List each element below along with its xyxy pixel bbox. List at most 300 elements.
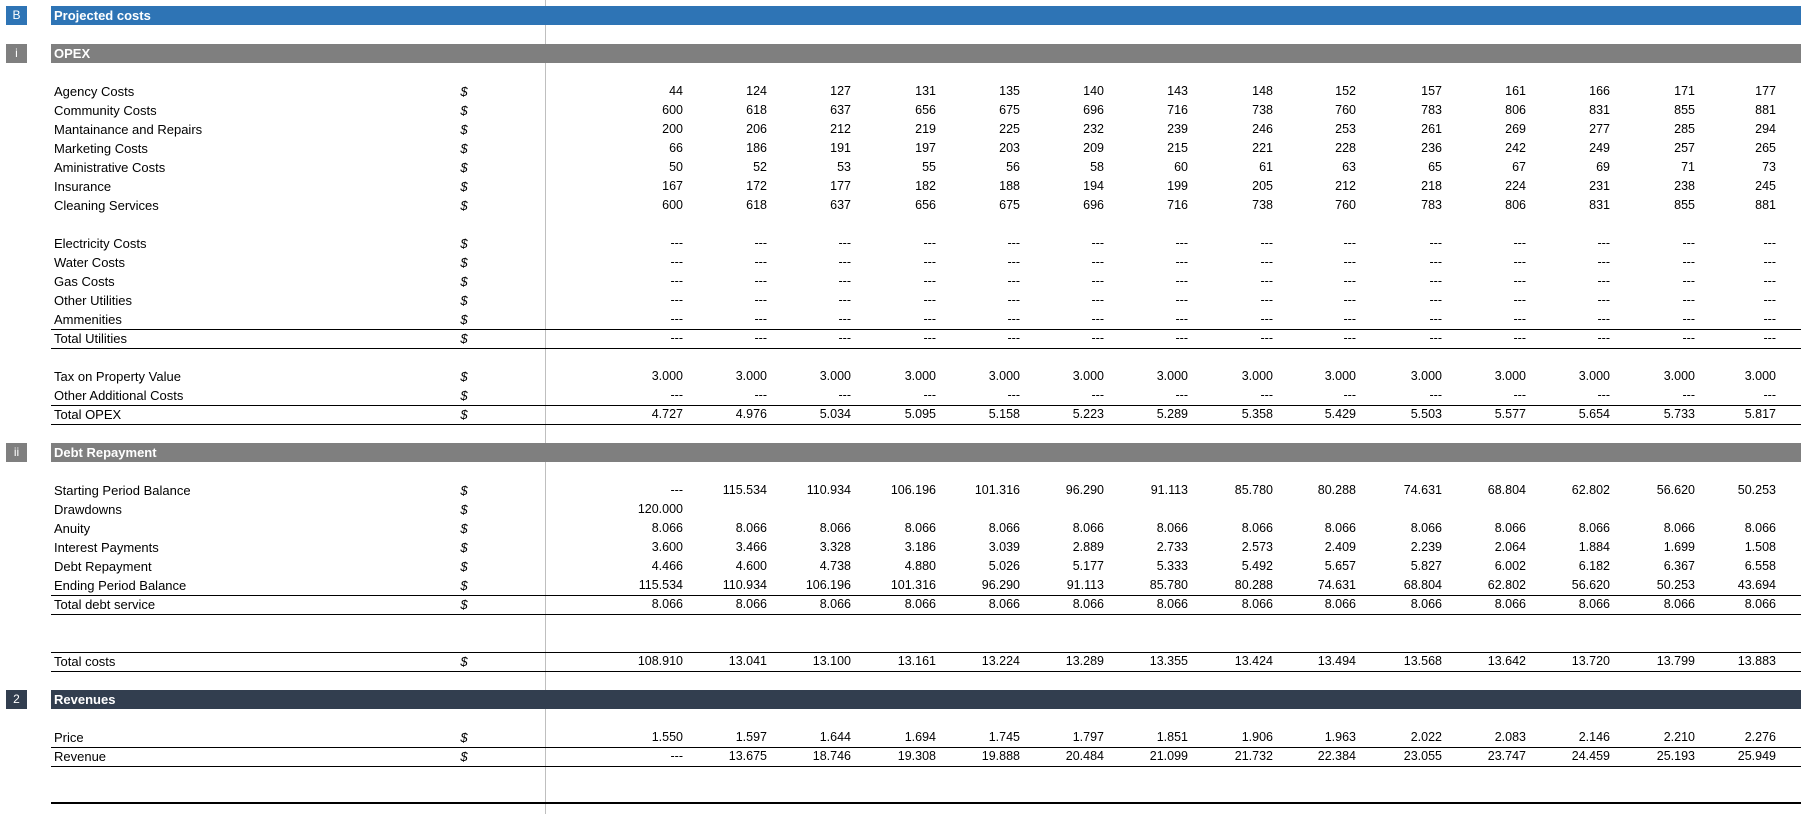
value-cell[interactable]: 191 [830,141,851,155]
value-cell[interactable]: 8.066 [988,521,1020,535]
value-cell[interactable]: 4.466 [651,559,683,573]
value-cell[interactable]: 5.503 [1410,407,1442,421]
value-cell[interactable]: 5.654 [1578,407,1610,421]
value-cell[interactable]: 8.066 [904,597,936,611]
value-cell[interactable]: 69 [1596,160,1610,174]
value-cell[interactable]: 224 [1505,179,1526,193]
value-cell[interactable]: --- [1260,388,1273,402]
value-cell[interactable]: 3.000 [1072,369,1104,383]
value-cell[interactable]: 21.732 [1234,749,1273,763]
value-cell[interactable]: 5.492 [1241,559,1273,573]
value-cell[interactable]: 8.066 [1578,521,1610,535]
value-cell[interactable]: 68.804 [1487,483,1526,497]
value-cell[interactable]: --- [1175,388,1188,402]
value-cell[interactable]: --- [1175,331,1188,345]
value-cell[interactable]: --- [1429,255,1442,269]
value-cell[interactable]: 8.066 [735,597,767,611]
value-cell[interactable]: 199 [1167,179,1188,193]
value-cell[interactable]: 5.158 [988,407,1020,421]
value-cell[interactable]: --- [838,312,851,326]
value-cell[interactable]: 60 [1174,160,1188,174]
value-cell[interactable]: 806 [1505,198,1526,212]
value-cell[interactable]: 6.002 [1494,559,1526,573]
value-cell[interactable]: 218 [1421,179,1442,193]
value-cell[interactable]: 8.066 [1744,597,1776,611]
value-cell[interactable]: 6.182 [1578,559,1610,573]
value-cell[interactable]: 197 [915,141,936,155]
value-cell[interactable]: 5.817 [1744,407,1776,421]
value-cell[interactable]: 96.290 [981,578,1020,592]
value-cell[interactable]: --- [1175,293,1188,307]
value-cell[interactable]: --- [1429,388,1442,402]
value-cell[interactable]: --- [1763,255,1776,269]
value-cell[interactable]: 167 [662,179,683,193]
value-cell[interactable]: 8.066 [819,597,851,611]
value-cell[interactable]: 1.550 [651,730,683,744]
value-cell[interactable]: --- [1007,388,1020,402]
value-cell[interactable]: 8.066 [1156,521,1188,535]
value-cell[interactable]: 13.494 [1317,654,1356,668]
value-cell[interactable]: 58 [1090,160,1104,174]
value-cell[interactable]: 3.000 [1324,369,1356,383]
value-cell[interactable]: 600 [662,198,683,212]
value-cell[interactable]: --- [1597,255,1610,269]
value-cell[interactable]: 3.186 [904,540,936,554]
value-cell[interactable]: 618 [746,198,767,212]
value-cell[interactable]: 8.066 [1663,597,1695,611]
value-cell[interactable]: 8.066 [1072,597,1104,611]
value-cell[interactable]: 13.424 [1234,654,1273,668]
value-cell[interactable]: 8.066 [1663,521,1695,535]
value-cell[interactable]: --- [1597,236,1610,250]
value-cell[interactable]: 18.746 [812,749,851,763]
value-cell[interactable]: 21.099 [1149,749,1188,763]
value-cell[interactable]: --- [754,331,767,345]
value-cell[interactable]: --- [670,255,683,269]
value-cell[interactable]: 171 [1674,84,1695,98]
value-cell[interactable]: 2.733 [1156,540,1188,554]
value-cell[interactable]: 50 [669,160,683,174]
value-cell[interactable]: 242 [1505,141,1526,155]
value-cell[interactable]: --- [1597,274,1610,288]
value-cell[interactable]: 206 [746,122,767,136]
value-cell[interactable]: --- [1682,274,1695,288]
value-cell[interactable]: 285 [1674,122,1695,136]
value-cell[interactable]: 716 [1167,198,1188,212]
value-cell[interactable]: --- [923,312,936,326]
value-cell[interactable]: 4.600 [735,559,767,573]
value-cell[interactable]: 91.113 [1150,483,1188,497]
value-cell[interactable]: 188 [999,179,1020,193]
value-cell[interactable]: 5.034 [819,407,851,421]
value-cell[interactable]: --- [1429,274,1442,288]
value-cell[interactable]: 696 [1083,103,1104,117]
value-cell[interactable]: --- [923,236,936,250]
value-cell[interactable]: --- [1763,236,1776,250]
value-cell[interactable]: 8.066 [1744,521,1776,535]
value-cell[interactable]: 19.308 [897,749,936,763]
value-cell[interactable]: 8.066 [651,521,683,535]
value-cell[interactable]: 1.597 [735,730,767,744]
value-cell[interactable]: 74.631 [1317,578,1356,592]
value-cell[interactable]: --- [1007,236,1020,250]
value-cell[interactable]: 637 [830,103,851,117]
value-cell[interactable]: 265 [1755,141,1776,155]
value-cell[interactable]: --- [1091,388,1104,402]
value-cell[interactable]: 13.799 [1656,654,1695,668]
value-cell[interactable]: 67 [1512,160,1526,174]
value-cell[interactable]: --- [754,293,767,307]
value-cell[interactable]: 177 [830,179,851,193]
value-cell[interactable]: --- [1763,331,1776,345]
value-cell[interactable]: 19.888 [981,749,1020,763]
value-cell[interactable]: 25.949 [1737,749,1776,763]
value-cell[interactable]: --- [1513,388,1526,402]
value-cell[interactable]: --- [838,331,851,345]
value-cell[interactable]: 2.409 [1324,540,1356,554]
value-cell[interactable]: 212 [1335,179,1356,193]
value-cell[interactable]: 172 [746,179,767,193]
value-cell[interactable]: 783 [1421,198,1442,212]
value-cell[interactable]: 1.699 [1663,540,1695,554]
value-cell[interactable]: --- [1429,293,1442,307]
value-cell[interactable]: 80.288 [1317,483,1356,497]
value-cell[interactable]: 215 [1167,141,1188,155]
value-cell[interactable]: --- [1763,388,1776,402]
value-cell[interactable]: --- [670,331,683,345]
value-cell[interactable]: 55 [922,160,936,174]
value-cell[interactable]: 13.720 [1571,654,1610,668]
value-cell[interactable]: 152 [1335,84,1356,98]
value-cell[interactable]: --- [1175,236,1188,250]
value-cell[interactable]: --- [1007,312,1020,326]
value-cell[interactable]: 5.429 [1324,407,1356,421]
value-cell[interactable]: 8.066 [651,597,683,611]
value-cell[interactable]: 85.780 [1149,578,1188,592]
value-cell[interactable]: --- [670,388,683,402]
value-cell[interactable]: 66 [669,141,683,155]
value-cell[interactable]: --- [923,255,936,269]
value-cell[interactable]: 855 [1674,198,1695,212]
value-cell[interactable]: 8.066 [904,521,936,535]
value-cell[interactable]: 855 [1674,103,1695,117]
value-cell[interactable]: 3.000 [1578,369,1610,383]
value-cell[interactable]: 8.066 [1578,597,1610,611]
value-cell[interactable]: 5.333 [1156,559,1188,573]
value-cell[interactable]: 8.066 [1324,521,1356,535]
value-cell[interactable]: --- [1513,255,1526,269]
value-cell[interactable]: --- [923,331,936,345]
value-cell[interactable]: 236 [1421,141,1442,155]
value-cell[interactable]: 8.066 [1410,521,1442,535]
value-cell[interactable]: 600 [662,103,683,117]
value-cell[interactable]: 63 [1342,160,1356,174]
value-cell[interactable]: --- [1260,331,1273,345]
value-cell[interactable]: 135 [999,84,1020,98]
value-cell[interactable]: 23.055 [1403,749,1442,763]
value-cell[interactable]: --- [670,236,683,250]
value-cell[interactable]: --- [1343,293,1356,307]
value-cell[interactable]: 24.459 [1571,749,1610,763]
value-cell[interactable]: 50.253 [1737,483,1776,497]
value-cell[interactable]: 3.600 [651,540,683,554]
value-cell[interactable]: 56.620 [1656,483,1695,497]
value-cell[interactable]: --- [1763,312,1776,326]
value-cell[interactable]: --- [1260,255,1273,269]
value-cell[interactable]: --- [1513,293,1526,307]
value-cell[interactable]: 238 [1674,179,1695,193]
value-cell[interactable]: 3.000 [1744,369,1776,383]
value-cell[interactable]: --- [1343,331,1356,345]
value-cell[interactable]: --- [1429,312,1442,326]
value-cell[interactable]: 6.558 [1744,559,1776,573]
value-cell[interactable]: 110.934 [806,483,851,497]
value-cell[interactable]: 212 [830,122,851,136]
value-cell[interactable]: --- [754,312,767,326]
value-cell[interactable]: 3.000 [1156,369,1188,383]
value-cell[interactable]: --- [1682,388,1695,402]
value-cell[interactable]: --- [1682,236,1695,250]
value-cell[interactable]: --- [670,483,683,497]
value-cell[interactable]: 3.000 [904,369,936,383]
value-cell[interactable]: 228 [1335,141,1356,155]
value-cell[interactable]: --- [1175,255,1188,269]
value-cell[interactable]: --- [1007,274,1020,288]
value-cell[interactable]: 783 [1421,103,1442,117]
value-cell[interactable]: 68.804 [1403,578,1442,592]
value-cell[interactable]: 8.066 [1410,597,1442,611]
value-cell[interactable]: --- [754,255,767,269]
value-cell[interactable]: 120.000 [637,502,683,516]
value-cell[interactable]: 13.883 [1737,654,1776,668]
value-cell[interactable]: --- [1682,293,1695,307]
value-cell[interactable]: --- [1597,312,1610,326]
value-cell[interactable]: --- [1513,331,1526,345]
value-cell[interactable]: 8.066 [1324,597,1356,611]
value-cell[interactable]: 3.000 [651,369,683,383]
value-cell[interactable]: 221 [1252,141,1273,155]
value-cell[interactable]: 106.196 [890,483,936,497]
value-cell[interactable]: 3.328 [819,540,851,554]
value-cell[interactable]: 261 [1421,122,1442,136]
value-cell[interactable]: 127 [830,84,851,98]
value-cell[interactable]: 225 [999,122,1020,136]
value-cell[interactable]: --- [1343,236,1356,250]
value-cell[interactable]: --- [1597,331,1610,345]
value-cell[interactable]: 13.642 [1487,654,1526,668]
value-cell[interactable]: --- [1007,255,1020,269]
value-cell[interactable]: --- [923,388,936,402]
value-cell[interactable]: 1.508 [1744,540,1776,554]
value-cell[interactable]: 4.727 [651,407,683,421]
value-cell[interactable]: 61 [1259,160,1273,174]
value-cell[interactable]: 760 [1335,103,1356,117]
value-cell[interactable]: 245 [1755,179,1776,193]
value-cell[interactable]: 5.177 [1072,559,1104,573]
value-cell[interactable]: 108.910 [637,654,683,668]
value-cell[interactable]: --- [1175,312,1188,326]
value-cell[interactable]: --- [838,274,851,288]
value-cell[interactable]: 1.694 [904,730,936,744]
value-cell[interactable]: 277 [1589,122,1610,136]
value-cell[interactable]: 1.851 [1156,730,1188,744]
value-cell[interactable]: 716 [1167,103,1188,117]
value-cell[interactable]: --- [1429,236,1442,250]
value-cell[interactable]: 85.780 [1234,483,1273,497]
value-cell[interactable]: 8.066 [1156,597,1188,611]
value-cell[interactable]: 8.066 [819,521,851,535]
value-cell[interactable]: 143 [1167,84,1188,98]
value-cell[interactable]: 269 [1505,122,1526,136]
value-cell[interactable]: 91.113 [1066,578,1104,592]
value-cell[interactable]: 186 [746,141,767,155]
value-cell[interactable]: 696 [1083,198,1104,212]
value-cell[interactable]: --- [1260,312,1273,326]
value-cell[interactable]: 2.146 [1578,730,1610,744]
value-cell[interactable]: 43.694 [1737,578,1776,592]
value-cell[interactable]: 101.316 [890,578,936,592]
value-cell[interactable]: 881 [1755,103,1776,117]
value-cell[interactable]: 253 [1335,122,1356,136]
value-cell[interactable]: 831 [1589,198,1610,212]
value-cell[interactable]: 20.484 [1065,749,1104,763]
value-cell[interactable]: 231 [1589,179,1610,193]
value-cell[interactable]: 806 [1505,103,1526,117]
value-cell[interactable]: 3.000 [819,369,851,383]
value-cell[interactable]: 5.657 [1324,559,1356,573]
value-cell[interactable]: 5.289 [1156,407,1188,421]
value-cell[interactable]: 257 [1674,141,1695,155]
value-cell[interactable]: --- [1175,274,1188,288]
value-cell[interactable]: --- [1513,274,1526,288]
value-cell[interactable]: 232 [1083,122,1104,136]
value-cell[interactable]: --- [838,293,851,307]
value-cell[interactable]: 5.223 [1072,407,1104,421]
value-cell[interactable]: 74.631 [1403,483,1442,497]
value-cell[interactable]: 738 [1252,103,1273,117]
value-cell[interactable]: --- [838,236,851,250]
value-cell[interactable]: 115.534 [638,578,683,592]
value-cell[interactable]: 166 [1589,84,1610,98]
value-cell[interactable]: --- [1763,274,1776,288]
value-cell[interactable]: --- [1260,274,1273,288]
value-cell[interactable]: 1.963 [1324,730,1356,744]
value-cell[interactable]: 62.802 [1487,578,1526,592]
value-cell[interactable]: 148 [1252,84,1273,98]
value-cell[interactable]: 1.906 [1241,730,1273,744]
value-cell[interactable]: 3.466 [735,540,767,554]
value-cell[interactable]: 2.022 [1410,730,1442,744]
value-cell[interactable]: 53 [837,160,851,174]
value-cell[interactable]: --- [1260,293,1273,307]
value-cell[interactable]: --- [1343,312,1356,326]
value-cell[interactable]: 56.620 [1571,578,1610,592]
value-cell[interactable]: --- [1682,255,1695,269]
value-cell[interactable]: --- [1682,331,1695,345]
value-cell[interactable]: 675 [999,198,1020,212]
value-cell[interactable]: --- [923,274,936,288]
value-cell[interactable]: 161 [1505,84,1526,98]
value-cell[interactable]: --- [923,293,936,307]
value-cell[interactable]: 8.066 [735,521,767,535]
value-cell[interactable]: 8.066 [1072,521,1104,535]
value-cell[interactable]: 131 [915,84,936,98]
value-cell[interactable]: --- [754,388,767,402]
value-cell[interactable]: 71 [1681,160,1695,174]
value-cell[interactable]: --- [670,293,683,307]
value-cell[interactable]: 4.738 [819,559,851,573]
value-cell[interactable]: 4.880 [904,559,936,573]
value-cell[interactable]: --- [1763,293,1776,307]
value-cell[interactable]: 294 [1755,122,1776,136]
value-cell[interactable]: 2.276 [1744,730,1776,744]
value-cell[interactable]: --- [1091,255,1104,269]
value-cell[interactable]: 831 [1589,103,1610,117]
value-cell[interactable]: 3.039 [988,540,1020,554]
value-cell[interactable]: 2.239 [1410,540,1442,554]
value-cell[interactable]: 13.224 [981,654,1020,668]
value-cell[interactable]: 3.000 [735,369,767,383]
value-cell[interactable]: --- [1343,255,1356,269]
value-cell[interactable]: 5.827 [1410,559,1442,573]
value-cell[interactable]: 13.355 [1149,654,1188,668]
value-cell[interactable]: 13.100 [812,654,851,668]
value-cell[interactable]: 203 [999,141,1020,155]
value-cell[interactable]: 2.064 [1494,540,1526,554]
value-cell[interactable]: 3.000 [1663,369,1695,383]
value-cell[interactable]: 56 [1006,160,1020,174]
value-cell[interactable]: --- [1091,236,1104,250]
value-cell[interactable]: 246 [1252,122,1273,136]
value-cell[interactable]: 13.161 [897,654,936,668]
value-cell[interactable]: --- [838,255,851,269]
value-cell[interactable]: 8.066 [1241,597,1273,611]
value-cell[interactable]: 219 [915,122,936,136]
value-cell[interactable]: 50.253 [1656,578,1695,592]
value-cell[interactable]: --- [1091,274,1104,288]
value-cell[interactable]: 124 [746,84,767,98]
value-cell[interactable]: 13.568 [1403,654,1442,668]
value-cell[interactable]: 675 [999,103,1020,117]
value-cell[interactable]: 1.884 [1578,540,1610,554]
value-cell[interactable]: 65 [1428,160,1442,174]
value-cell[interactable]: 2.210 [1663,730,1695,744]
value-cell[interactable]: 101.316 [974,483,1020,497]
value-cell[interactable]: 110.934 [722,578,767,592]
value-cell[interactable]: --- [1513,312,1526,326]
value-cell[interactable]: 25.193 [1656,749,1695,763]
value-cell[interactable]: 5.358 [1241,407,1273,421]
value-cell[interactable]: --- [1091,312,1104,326]
value-cell[interactable]: 3.000 [1494,369,1526,383]
value-cell[interactable]: 8.066 [1494,521,1526,535]
value-cell[interactable]: 22.384 [1317,749,1356,763]
value-cell[interactable]: 3.000 [988,369,1020,383]
value-cell[interactable]: 2.889 [1072,540,1104,554]
value-cell[interactable]: 182 [915,179,936,193]
value-cell[interactable]: --- [838,388,851,402]
value-cell[interactable]: 1.797 [1072,730,1104,744]
value-cell[interactable]: 73 [1762,160,1776,174]
value-cell[interactable]: --- [670,749,683,763]
value-cell[interactable]: 62.802 [1571,483,1610,497]
value-cell[interactable]: 618 [746,103,767,117]
value-cell[interactable]: 2.573 [1241,540,1273,554]
value-cell[interactable]: 8.066 [1241,521,1273,535]
value-cell[interactable]: 8.066 [988,597,1020,611]
value-cell[interactable]: 656 [915,198,936,212]
value-cell[interactable]: --- [1091,331,1104,345]
